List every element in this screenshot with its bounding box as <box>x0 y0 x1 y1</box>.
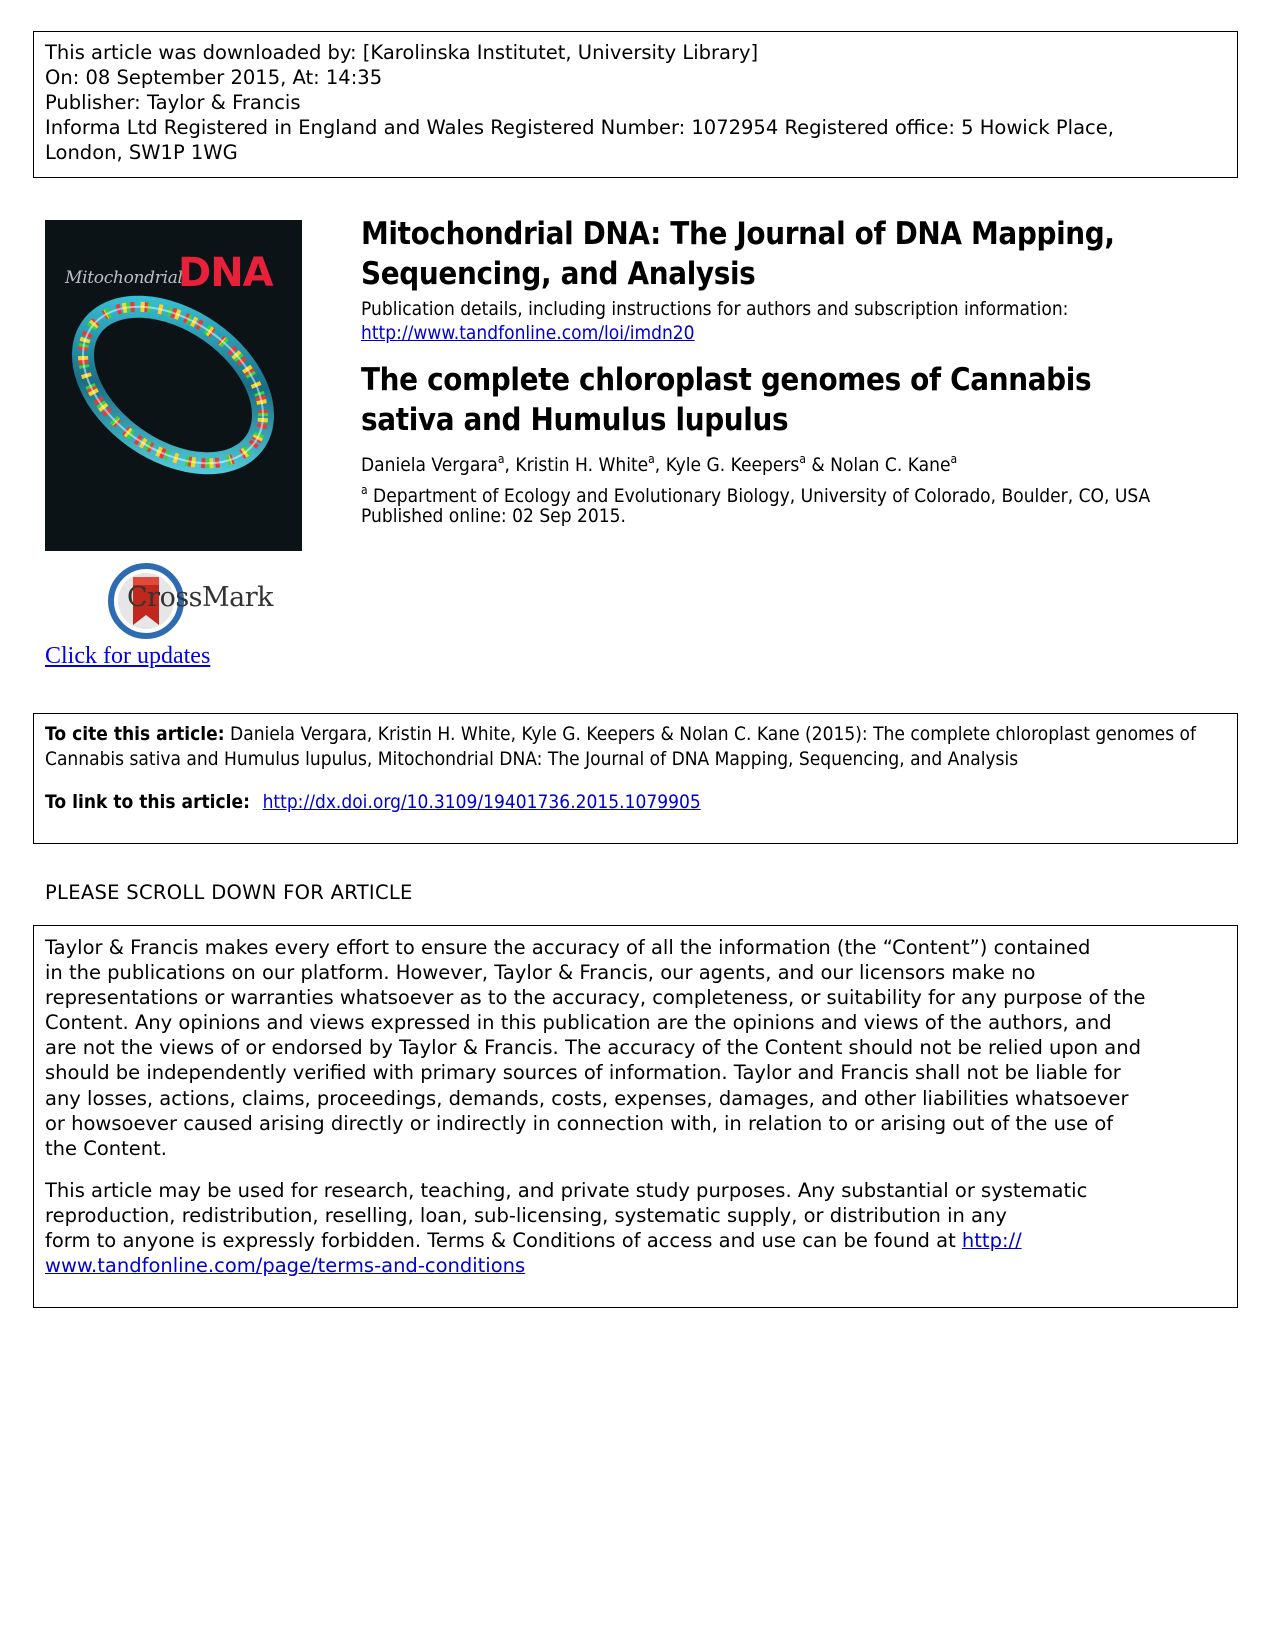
terms-and-conditions-link[interactable]: www.tandfonline.com/page/terms-and-conditions <box>45 1254 526 1278</box>
link-label: To link to this article: <box>45 791 250 813</box>
author-affiliation-mark: a <box>950 452 958 466</box>
cover-title-big: DNA <box>178 250 273 296</box>
download-info-line: London, SW1P 1WG <box>45 141 238 164</box>
disclaimer-line: Taylor & Francis makes every effort to ensure the accuracy of all the information (the “Content”) contained <box>45 936 1091 959</box>
author-separator: , <box>504 454 516 476</box>
author-name: Nolan C. Kane <box>830 454 951 476</box>
disclaimer-line: in the publications on our platform. However, Taylor & Francis, our agents, and our licensors make no <box>45 961 1036 985</box>
author-separator: , <box>654 454 666 476</box>
link-to-article <box>45 790 701 815</box>
terms-link-part[interactable]: http:// <box>961 1229 1022 1253</box>
crossmark-label[interactable]: CrossMark <box>127 582 274 613</box>
disclaimer-box <box>33 925 1238 1308</box>
download-info-line: On: 08 September 2015, At: 14:35 <box>45 66 383 89</box>
disclaimer-line: or howsoever caused arising directly or indirectly in connection with, in relation to or arising out of the use of <box>45 1111 1114 1135</box>
download-info-line: Informa Ltd Registered in England and Wales Registered Number: 1072954 Registered office: 5 Howick Place, <box>45 116 1114 139</box>
author-name: Daniela Vergara <box>361 454 498 476</box>
cover-title-small: Mitochondrial <box>65 268 183 288</box>
cite-text: Daniela Vergara, Kristin H. White, Kyle G. Keepers & Nolan C. Kane (2015): The complete chloroplast genomes of Cannabis sativa and Humulus lupulus, Mitochondrial DNA: The Journal of DNA Mapping, Sequencing, and Analysis <box>45 723 1197 770</box>
usage-paragraph <box>45 1178 1226 1278</box>
journal-title: Mitochondrial DNA: The Journal of DNA Mapping, Sequencing, and Analysis <box>361 216 1115 292</box>
disclaimer-line: representations or warranties whatsoever as to the accuracy, completeness, or suitability for any purpose of the <box>45 986 1146 1010</box>
author-affiliation-mark: a <box>799 452 806 466</box>
download-info-line: This article was downloaded by: [Karolinska Institutet, University Library] <box>45 41 759 64</box>
scroll-notice: PLEASE SCROLL DOWN FOR ARTICLE <box>45 881 413 904</box>
usage-line: reproduction, redistribution, reselling, loan, sub-licensing, systematic supply, or distribution in any <box>45 1203 1007 1227</box>
article-title: The complete chloroplast genomes of Cannabis sativa and Humulus lupulus <box>361 362 1092 438</box>
journal-cover-image <box>45 220 302 551</box>
author-separator: & <box>805 454 831 476</box>
disclaimer-line: are not the views of or endorsed by Taylor & Francis. The accuracy of the Content should not be relied upon and <box>45 1036 1141 1060</box>
usage-line: This article may be used for research, teaching, and private study purposes. Any substantial or systematic <box>45 1178 1088 1202</box>
journal-url-link[interactable]: http://www.tandfonline.com/loi/imdn20 <box>361 322 695 344</box>
author-name: Kristin H. White <box>515 454 649 476</box>
doi-link[interactable]: http://dx.doi.org/10.3109/19401736.2015.1079905 <box>262 791 701 813</box>
disclaimer-line: should be independently verified with primary sources of information. Taylor and Francis shall not be liable for <box>45 1061 1121 1085</box>
usage-line <box>45 1228 1226 1253</box>
disclaimer-paragraph <box>45 935 1226 1161</box>
publication-details: Publication details, including instructions for authors and subscription information: <box>361 298 1069 320</box>
affiliation-text: Department of Ecology and Evolutionary Biology, University of Colorado, Boulder, CO, USA <box>367 485 1151 507</box>
published-date: Published online: 02 Sep 2015. <box>361 505 626 527</box>
download-info-box <box>33 31 1238 178</box>
author-affiliation-mark: a <box>497 452 505 466</box>
disclaimer-line: Content. Any opinions and views expressed in this publication are the opinions and views of the authors, and <box>45 1011 1112 1035</box>
author-list <box>361 447 957 477</box>
citation-box <box>33 713 1238 844</box>
cite-this-article <box>45 722 1206 772</box>
usage-line <box>45 1253 1226 1278</box>
click-for-updates-link[interactable]: Click for updates <box>45 643 211 669</box>
disclaimer-line: any losses, actions, claims, proceedings, demands, costs, expenses, damages, and other liabilities whatsoever <box>45 1086 1129 1110</box>
author-name: Kyle G. Keepers <box>665 454 800 476</box>
cite-label: To cite this article: <box>45 723 225 745</box>
usage-line-text: form to anyone is expressly forbidden. Terms & Conditions of access and use can be found at <box>45 1229 962 1253</box>
disclaimer-line: the Content. <box>45 1136 167 1160</box>
download-info-line: Publisher: Taylor & Francis <box>45 91 301 114</box>
author-affiliation-mark: a <box>648 452 655 466</box>
affiliation-mark: a <box>361 483 368 497</box>
